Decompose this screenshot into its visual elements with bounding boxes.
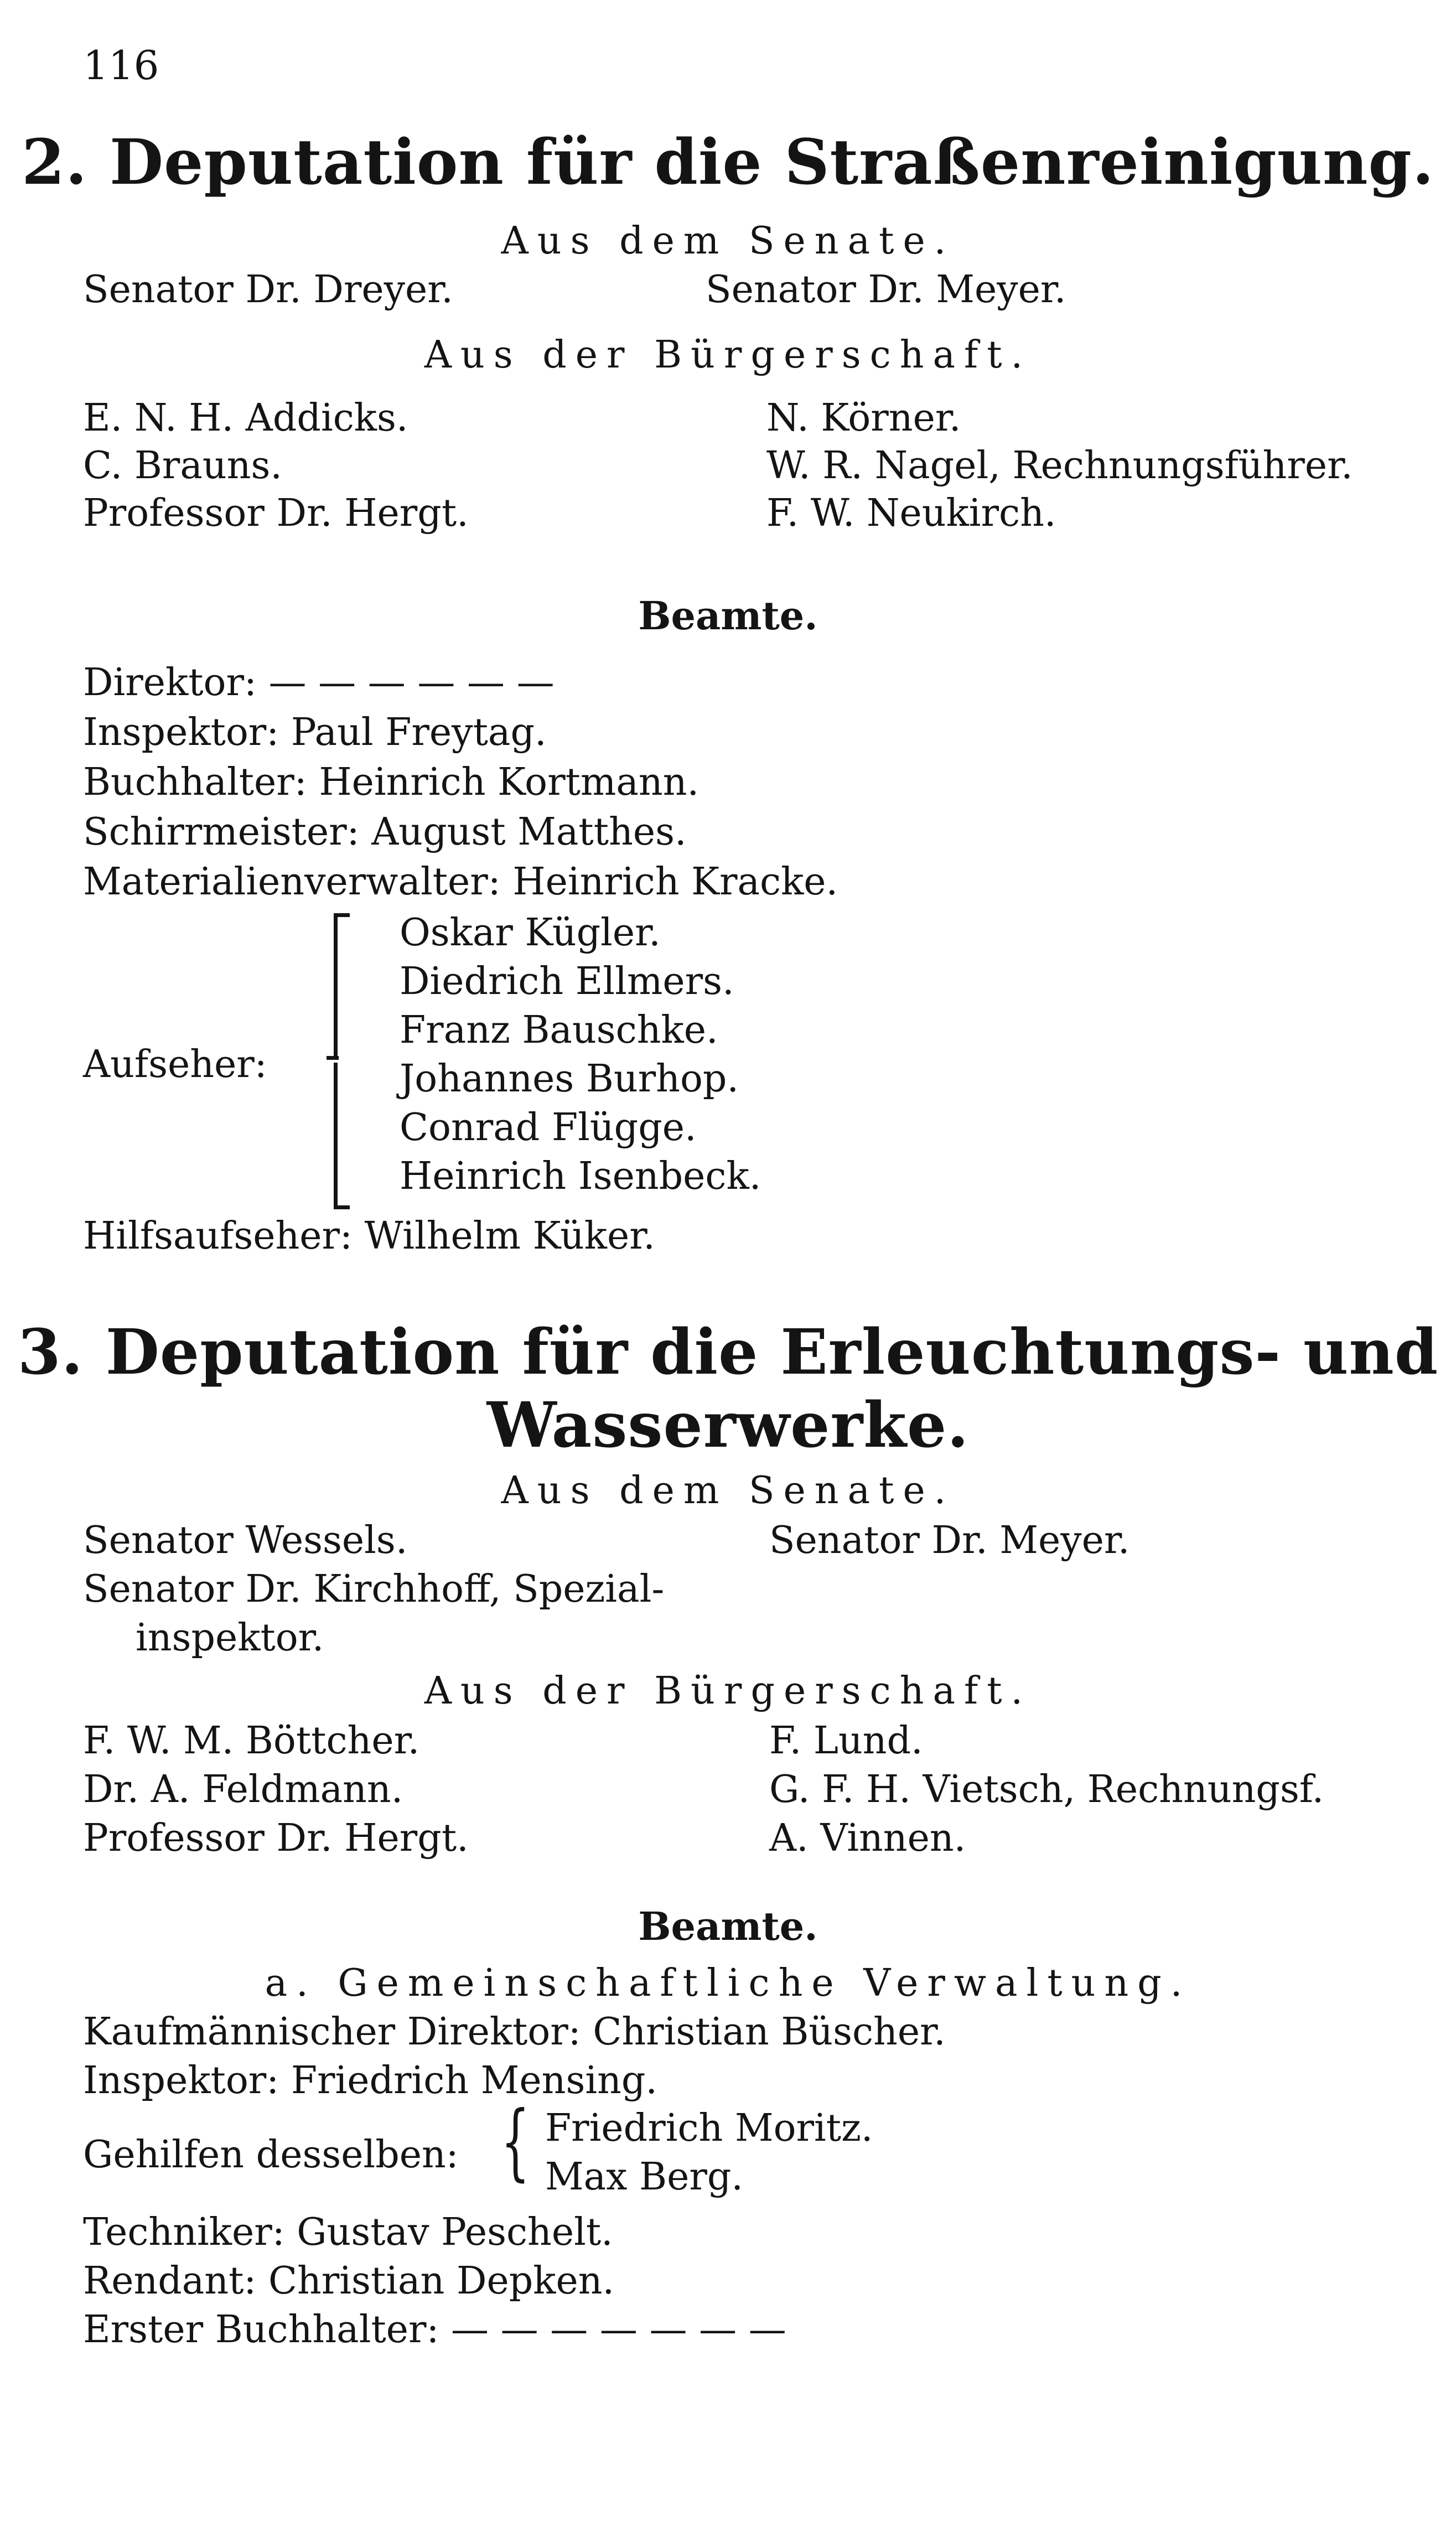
supervisor-name: Franz Bauschke. [400,1008,718,1052]
supervisor-name: Diedrich Ellmers. [400,960,734,1003]
supervisor-name: Conrad Flügge. [400,1106,697,1150]
section-3-title-line-2: Wasserwerke. [486,1389,970,1462]
section-3-title-line-1: 3. Deputation für die Erleuchtungs- und [17,1316,1439,1389]
officials-heading: Beamte. [638,593,818,639]
official-entry: Erster Buchhalter: — — — — — — — [83,2308,786,2352]
citizen-member: F. Lund. [769,1719,923,1763]
assistants-label: Gehilfen desselben: [83,2133,459,2177]
senate-member-left: Senator Dr. Dreyer. [83,268,453,312]
senate-member-left-continuation: inspektor. [136,1616,324,1660]
official-entry: Direktor: — — — — — — [83,661,555,705]
citizen-member: A. Vinnen. [769,1816,966,1860]
supervisor-name: Johannes Burhop. [400,1057,739,1101]
official-entry: Kaufmännischer Direktor: Christian Büscher. [83,2010,946,2054]
senate-heading: Aus dem Senate. [501,219,955,263]
senate-member-right: Senator Dr. Meyer. [769,1519,1130,1562]
senate-member-right: Senator Dr. Meyer. [706,268,1066,312]
subsection-a-heading: a. Gemeinschaftliche Verwaltung. [265,1961,1191,2005]
senate-heading: Aus dem Senate. [501,1469,955,1513]
citizen-member: G. F. H. Vietsch, Rechnungsf. [769,1768,1324,1811]
page-number: 116 [83,42,159,89]
section-2-title: 2. Deputation für die Straßenreinigung. [22,126,1434,199]
assistant-supervisor: Hilfsaufseher: Wilhelm Küker. [83,1214,655,1258]
citizen-member: Professor Dr. Hergt. [83,491,469,535]
official-entry: Inspektor: Friedrich Mensing. [83,2059,658,2103]
official-entry: Inspektor: Paul Freytag. [83,711,547,754]
senate-member-left: Senator Wessels. [83,1519,408,1562]
citizen-member: F. W. M. Böttcher. [83,1719,420,1763]
citizens-heading: Aus der Bürgerschaft. [424,1669,1032,1713]
assistant-name: Friedrich Moritz. [545,2106,873,2150]
officials-heading: Beamte. [638,1903,818,1949]
official-entry: Materialienverwalter: Heinrich Kracke. [83,860,838,904]
official-entry: Buchhalter: Heinrich Kortmann. [83,760,699,804]
curly-brace: { [501,2094,530,2190]
supervisor-name: Heinrich Isenbeck. [400,1154,761,1198]
assistant-name: Max Berg. [545,2155,743,2199]
supervisor-label: Aufseher: [83,1043,267,1086]
citizens-heading: Aus der Bürgerschaft. [424,333,1032,377]
citizen-member: Professor Dr. Hergt. [83,1816,469,1860]
senate-member-left: Senator Dr. Kirchhoff, Spezial- [83,1567,665,1611]
citizen-member: Dr. A. Feldmann. [83,1768,403,1811]
citizen-member: E. N. H. Addicks. [83,396,408,440]
citizen-member: C. Brauns. [83,444,282,488]
supervisor-name: Oskar Kügler. [400,911,661,955]
citizen-member: F. W. Neukirch. [766,491,1056,535]
official-entry: Rendant: Christian Depken. [83,2259,615,2303]
citizen-member: N. Körner. [766,396,961,440]
official-entry: Techniker: Gustav Peschelt. [83,2210,613,2254]
official-entry: Schirrmeister: August Matthes. [83,810,687,854]
citizen-member: W. R. Nagel, Rechnungsführer. [766,444,1353,488]
